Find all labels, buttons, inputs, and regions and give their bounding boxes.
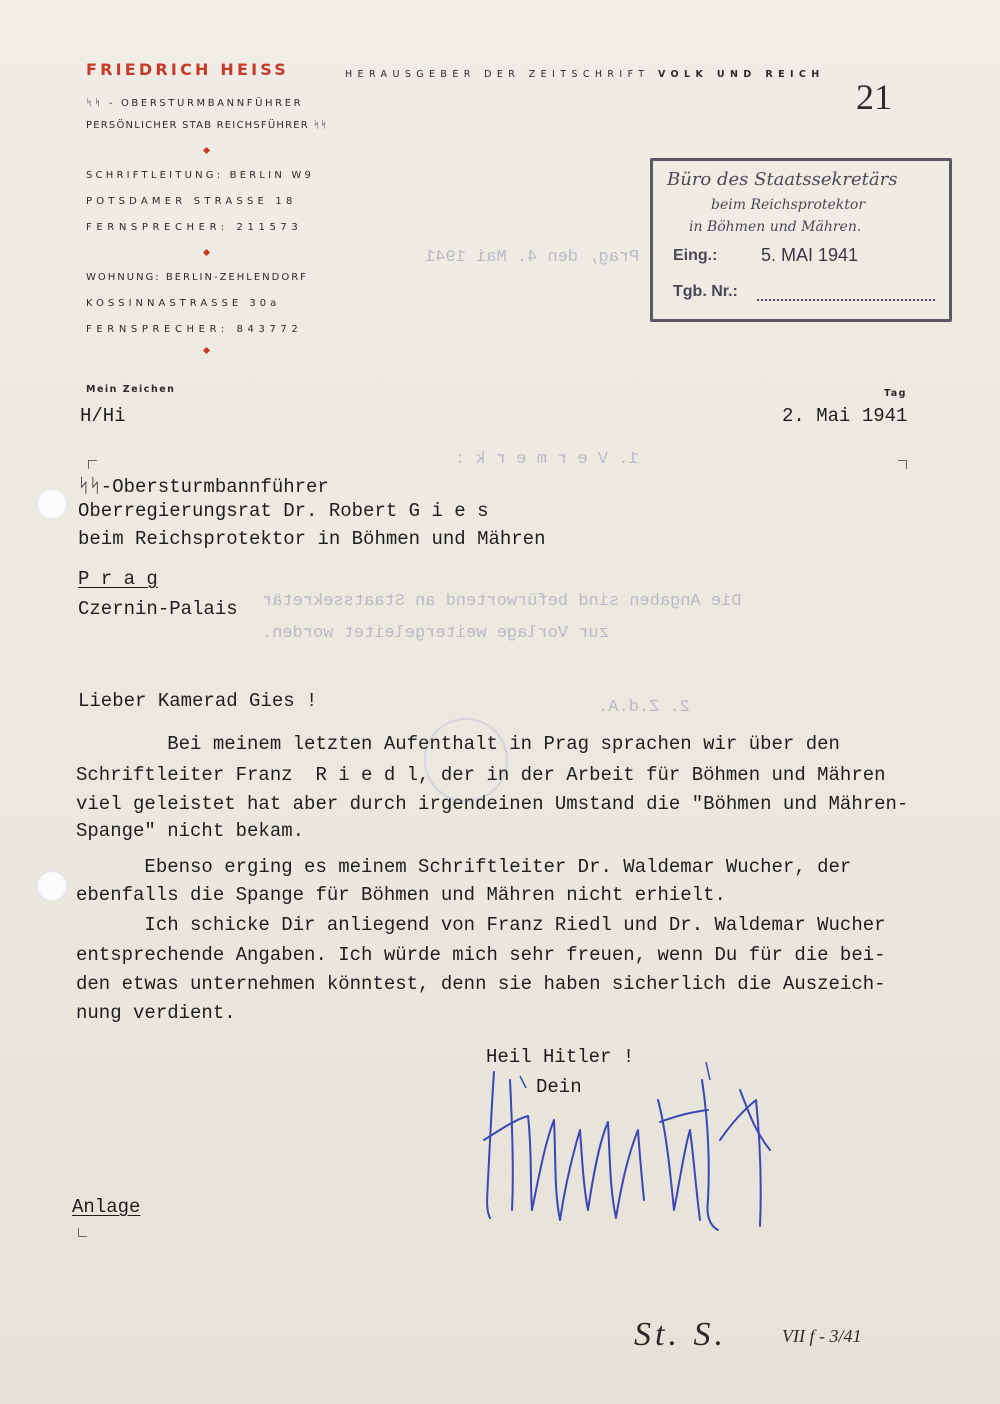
recipient-name: Oberregierungsrat Dr. Robert G i e s — [78, 500, 489, 522]
sender-name: FRIEDRICH HEISS — [86, 60, 289, 79]
recipient-city-text: P r a g — [78, 568, 158, 590]
divider-diamond — [203, 147, 210, 154]
recipient-office: beim Reichsprotektor in Böhmen und Mähren — [78, 528, 546, 550]
stamp-office: Büro des Staatssekretärs — [667, 169, 898, 190]
enclosure-mark — [78, 1228, 87, 1237]
office-address-2: POTSDAMER STRASSE 18 — [86, 196, 297, 207]
date-label: Tag — [884, 388, 907, 399]
body-line: Ich schicke Dir anliegend von Franz Riedl und Dr. Waldemar Wucher — [76, 914, 886, 936]
sender-rank: ᛋᛋ - OBERSTURMBANNFÜHRER — [86, 98, 304, 109]
reference-label: Mein Zeichen — [86, 384, 176, 395]
address-corner-mark — [898, 460, 907, 469]
body-line: nung verdient. — [76, 1002, 236, 1024]
punch-hole — [36, 488, 68, 520]
punch-hole — [36, 870, 68, 902]
faint-seal-mark — [424, 718, 508, 802]
stamp-office-2: beim Reichsprotektor — [711, 197, 866, 213]
closing-greeting: Heil Hitler ! — [486, 1046, 635, 1068]
body-line: viel geleistet hat aber durch irgendeinen Umstand die "Böhmen und Mähren- — [76, 793, 909, 815]
body-line: Ebenso erging es meinem Schriftleiter Dr. Waldemar Wucher, der — [76, 856, 852, 878]
divider-diamond — [203, 249, 210, 256]
recipient-address: Czernin-Palais — [78, 598, 238, 620]
salutation: Lieber Kamerad Gies ! — [78, 690, 318, 712]
body-line: entsprechende Angaben. Ich würde mich sehr freuen, wenn Du für die bei- — [76, 944, 886, 966]
publisher-line — [345, 69, 825, 80]
bleed-through-date: Prag, den 4. Mai 1941 — [425, 248, 640, 267]
enclosure-label — [72, 1196, 140, 1218]
letter-date: 2. Mai 1941 — [782, 405, 908, 427]
recipient-rank: ᛋᛋ-Obersturmbannführer — [78, 476, 329, 498]
page-number: 21 — [856, 77, 892, 117]
recipient-city — [78, 568, 158, 590]
bleed-through-heading: 1. V e r m e r k : — [455, 450, 639, 469]
home-address-2: KOSSINNASTRASSE 30a — [86, 298, 281, 309]
reference-value: H/Hi — [80, 405, 126, 427]
bleed-through-line: Die Angaben sind befürwortend an Staatssekretär — [262, 592, 742, 611]
publisher-label: HERAUSGEBER DER ZEITSCHRIFT — [345, 69, 650, 80]
body-line: Bei meinem letzten Aufenthalt in Prag sprachen wir über den — [76, 733, 840, 755]
enclosure-text: Anlage — [72, 1196, 141, 1218]
filing-initials: St. S. — [634, 1316, 727, 1353]
bleed-through-line: zur Vorlage weitergeleitet worden. — [262, 624, 609, 643]
home-address-1: WOHNUNG: BERLIN-ZEHLENDORF — [86, 272, 308, 283]
stamp-office-3: in Böhmen und Mähren. — [689, 219, 862, 235]
office-phone: FERNSPRECHER: 211573 — [86, 222, 303, 233]
body-line: ebenfalls die Spange für Böhmen und Mähren nicht erhielt. — [76, 884, 726, 906]
stamp-journal-blank — [757, 299, 935, 301]
body-line: Spange" nicht bekam. — [76, 820, 305, 842]
office-address-1: SCHRIFTLEITUNG: BERLIN W9 — [86, 170, 315, 181]
body-line: den etwas unternehmen könntest, denn sie haben sicherlich die Auszeich- — [76, 973, 886, 995]
bleed-through-line: 2. Z.d.A. — [598, 698, 690, 717]
body-line: Schriftleiter Franz R i e d l, der in der Arbeit für Böhmen und Mähren — [76, 764, 886, 786]
stamp-received-date: 5. MAI 1941 — [761, 245, 859, 265]
filing-reference: VII f - 3/41 — [782, 1326, 862, 1346]
publication-name: VOLK UND REICH — [657, 69, 825, 80]
home-phone: FERNSPRECHER: 843772 — [86, 324, 303, 335]
stamp-received-label: Eing.: — [673, 247, 718, 264]
address-corner-mark — [88, 460, 97, 469]
sender-staff: PERSÖNLICHER STAB REICHSFÜHRER ᛋᛋ — [86, 120, 328, 131]
stamp-journal-label: Tgb. Nr.: — [673, 283, 738, 300]
receipt-stamp — [650, 158, 952, 322]
divider-diamond — [203, 347, 210, 354]
signature-image — [470, 1060, 790, 1240]
closing-dein: Dein — [536, 1076, 582, 1098]
